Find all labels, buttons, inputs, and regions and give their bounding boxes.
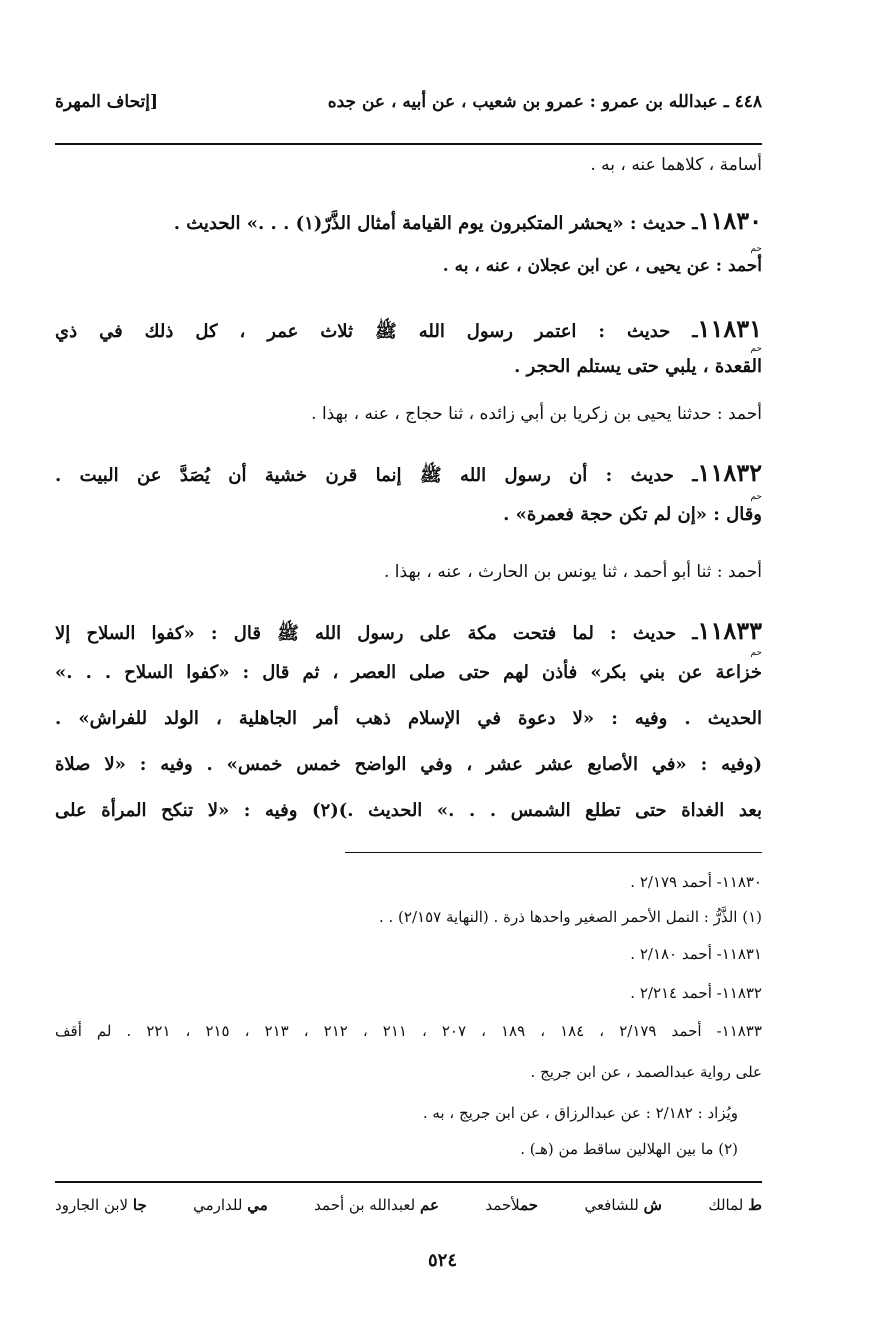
hadith-number: ١١٨٣٣ [697,616,762,645]
legend-item: ش للشافعي [584,1196,662,1214]
hadith-11833-line3: الحديث . وفيه : «لا دعوة في الإسلام ذهب أمر الجاهلية ، الولد للفراش» . [55,708,762,729]
siglum: حم [750,344,762,354]
footnote-11830: ١١٨٣٠- أحمد ٢/١٧٩ . [630,873,762,891]
book-title: [إتحاف المهرة [55,92,159,112]
footnote-addition: ويُزاد : ٢/١٨٢ : عن عبدالرزاق ، عن ابن جريج ، به . [422,1104,738,1122]
continuation-line: أسامة ، كلاهما عنه ، به . [590,155,762,175]
hadith-number: ١١٨٣١ [697,314,762,343]
hadith-text: ـ حديث : أن رسول الله ﷺ إنما قرن خشية أن يُصَدَّ عن البيت . [55,465,698,486]
footnote-11831: ١١٨٣١- أحمد ٢/١٨٠ . [630,945,762,963]
legend-item: عم لعبدالله بن أحمد [314,1196,439,1214]
hadith-text: ـ حديث : «يحشر المتكبرون يوم القيامة أمثال الذَّرّ(١) . . .» الحديث . [173,213,698,234]
hadith-11831-line1 [55,314,762,346]
hadith-11831-line2: القعدة ، يلبي حتى يستلم الحجر . [514,356,762,377]
legend-rule [55,1181,762,1183]
hadith-number: ١١٨٣٠ [697,206,762,235]
isnad-11831: أحمد : حدثنا يحيى بن زكريا بن أبي زائده ، ثنا حجاج ، عنه ، بهذا . [311,404,762,424]
legend-item: مي للدارمي [193,1196,268,1214]
page-number: ٥٢٤ [427,1250,457,1271]
footnote-2: (٢) ما بين الهلالين ساقط من (هـ) . [520,1140,738,1158]
hadith-11832-line1 [55,458,762,490]
hadith-11833-line2: خزاعة عن بني بكر» فأذن لهم حتى صلى العصر ، ثم قال : «كفوا السلاح . . .» [55,662,762,683]
footnote-1: (١) الذَّرُّ : النمل الأحمر الصغير واحدها ذرة . (النهاية ٢/١٥٧) . . [378,908,762,926]
hadith-11833-line5: بعد الغداة حتى تطلع الشمس . . .» الحديث .)(٢) وفيه : «لا تنكح المرأة على [55,800,762,821]
hadith-number: ١١٨٣٢ [697,458,762,487]
hadith-11833-line1 [55,616,762,648]
isnad-11832: أحمد : ثنا أبو أحمد ، ثنا يونس بن الحارث ، عنه ، بهذا . [384,562,762,582]
siglum: حم [750,244,762,254]
legend-item: حملأحمد [485,1196,539,1214]
footnote-rule [345,852,762,853]
hadith-11830 [55,206,762,235]
hadith-11833-line4: (وفيه : «في الأصابع عشر عشر ، وفي الواضح خمس خمس» . وفيه : «لا صلاة [55,754,762,775]
hadith-11832-line2: وقال : «إن لم تكن حجة فعمرة» . [503,504,762,525]
header-rule [55,143,762,145]
legend-item: جا لابن الجارود [55,1196,147,1214]
footnote-11833: ١١٨٣٣- أحمد ٢/١٧٩ ، ١٨٤ ، ١٨٩ ، ٢٠٧ ، ٢١١ ، ٢١٢ ، ٢١٣ ، ٢١٥ ، ٢٢١ . لم أقف [55,1022,762,1040]
footnote-11833-cont: على رواية عبدالصمد ، عن ابن جريج . [530,1063,762,1081]
siglum: حم [750,492,762,502]
legend-item: ط لمالك [708,1196,762,1214]
hadith-text: ـ حديث : لما فتحت مكة على رسول الله ﷺ قال : «كفوا السلاح إلا [55,623,698,644]
running-title: ٤٤٨ ـ عبدالله بن عمرو : عمرو بن شعيب ، عن أبيه ، عن جده [327,92,762,112]
isnad-11830 [443,256,762,276]
hadith-text: ـ حديث : اعتمر رسول الله ﷺ ثلاث عمر ، كل ذلك في ذي [55,321,698,342]
footnote-11832: ١١٨٣٢- أحمد ٢/٢١٤ . [630,984,762,1002]
isnad-text: أحمد : عن يحيى ، عن ابن عجلان ، عنه ، به . [442,256,762,276]
sigla-legend [55,1196,762,1214]
siglum: حم [750,648,762,658]
